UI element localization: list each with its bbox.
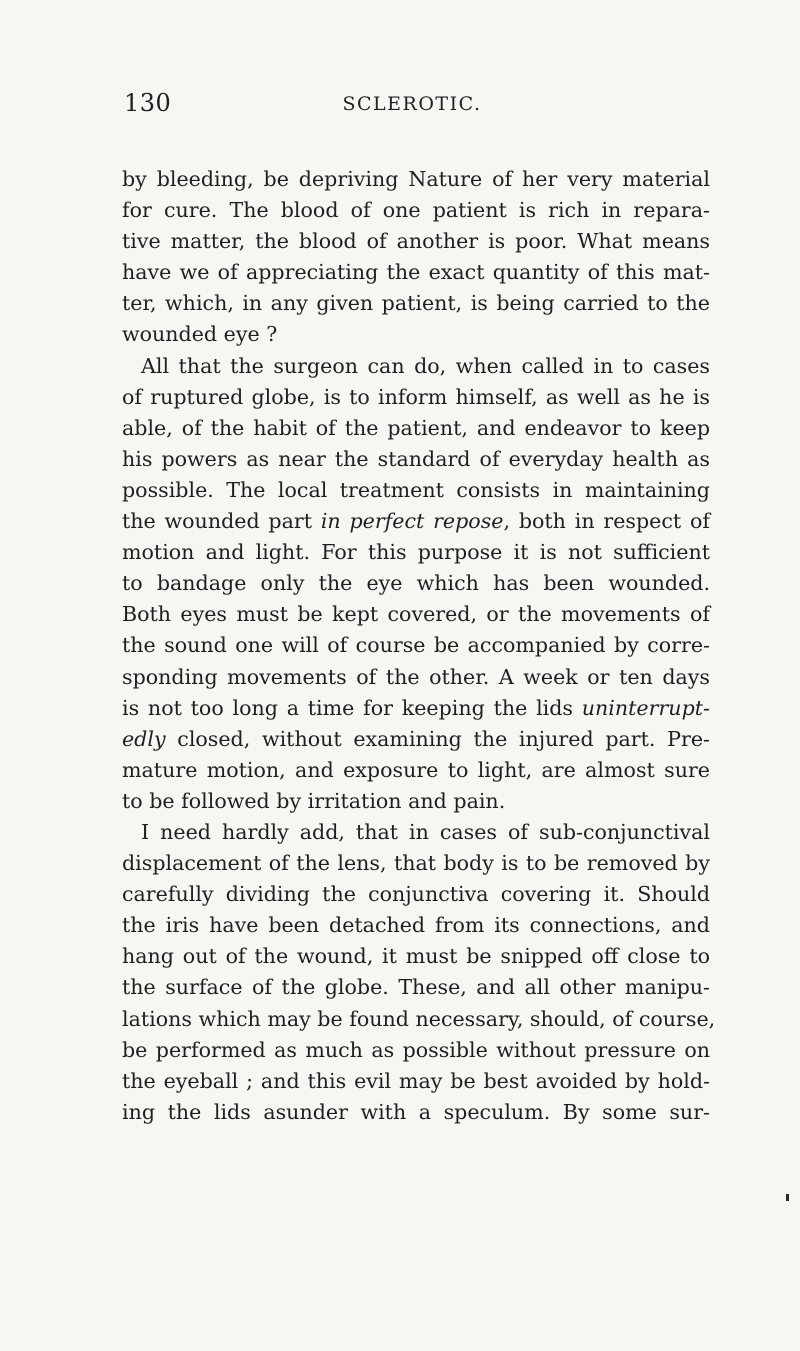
text-line: sponding movements of the other. A week or ten days (122, 664, 710, 689)
text-line: have we of appreciating the exact quantity of this mat- (122, 260, 710, 285)
running-title: SCLEROTIC. (342, 93, 482, 115)
text-line: tive matter, the blood of another is poor. What means (122, 229, 710, 254)
text-line: carefully dividing the conjunctiva covering it. Should (122, 882, 710, 907)
text-line: ter, which, in any given patient, is being carried to the (122, 291, 710, 316)
line-segment: the wounded part (122, 509, 321, 534)
text-line: to bandage only the eye which has been wounded. (122, 571, 710, 596)
text-line: wounded eye ? (122, 322, 278, 347)
text-line: the sound one will of course be accompanied by corre- (122, 633, 710, 658)
text-line: mature motion, and exposure to light, are almost sure (122, 757, 710, 782)
text-line: I need hardly add, that in cases of sub-conjunctival (141, 819, 710, 844)
text-line (122, 693, 710, 724)
text-line: by bleeding, be depriving Nature of her very material (122, 167, 710, 191)
body-text (122, 164, 716, 1128)
line-segment: is not too long a time for keeping the lids (122, 695, 582, 720)
page-number: 130 (124, 89, 172, 117)
text-line: be performed as much as possible without pressure on (122, 1037, 710, 1062)
text-line: Both eyes must be kept covered, or the movements of (122, 602, 710, 627)
line-segment: closed, without examining the injured part. Pre- (165, 726, 710, 751)
text-line: the eyeball ; and this evil may be best avoided by hold- (122, 1068, 710, 1093)
text-line: All that the surgeon can do, when called in to cases (141, 353, 710, 378)
italic-phrase: edly (122, 726, 166, 751)
margin-mark (786, 1194, 789, 1201)
text-line: ing the lids asunder with a speculum. By some sur- (122, 1099, 710, 1124)
italic-phrase: uninterrupt- (581, 695, 710, 720)
text-line: to be followed by irritation and pain. (122, 788, 506, 813)
text-line: motion and light. For this purpose it is not sufficient (122, 540, 710, 565)
line-segment: , both in respect of (503, 509, 710, 534)
running-head (124, 89, 700, 121)
italic-phrase: in perfect repose (320, 509, 504, 534)
text-line: for cure. The blood of one patient is rich in repara- (122, 198, 710, 223)
text-line: displacement of the lens, that body is to be removed by (122, 851, 710, 876)
text-line: lations which may be found necessary, should, of course, (122, 1006, 716, 1031)
text-line (122, 506, 710, 537)
text-line: hang out of the wound, it must be snipped off close to (122, 944, 710, 969)
text-line (122, 724, 710, 755)
text-line: his powers as near the standard of everyday health as (122, 446, 710, 471)
text-line: the surface of the globe. These, and all other manipu- (122, 975, 710, 1000)
text-line: the iris have been detached from its connections, and (122, 913, 710, 938)
text-line: of ruptured globe, is to inform himself, as well as he is (122, 384, 710, 409)
text-line: possible. The local treatment consists in maintaining (122, 477, 710, 502)
text-line: able, of the habit of the patient, and endeavor to keep (122, 415, 710, 440)
